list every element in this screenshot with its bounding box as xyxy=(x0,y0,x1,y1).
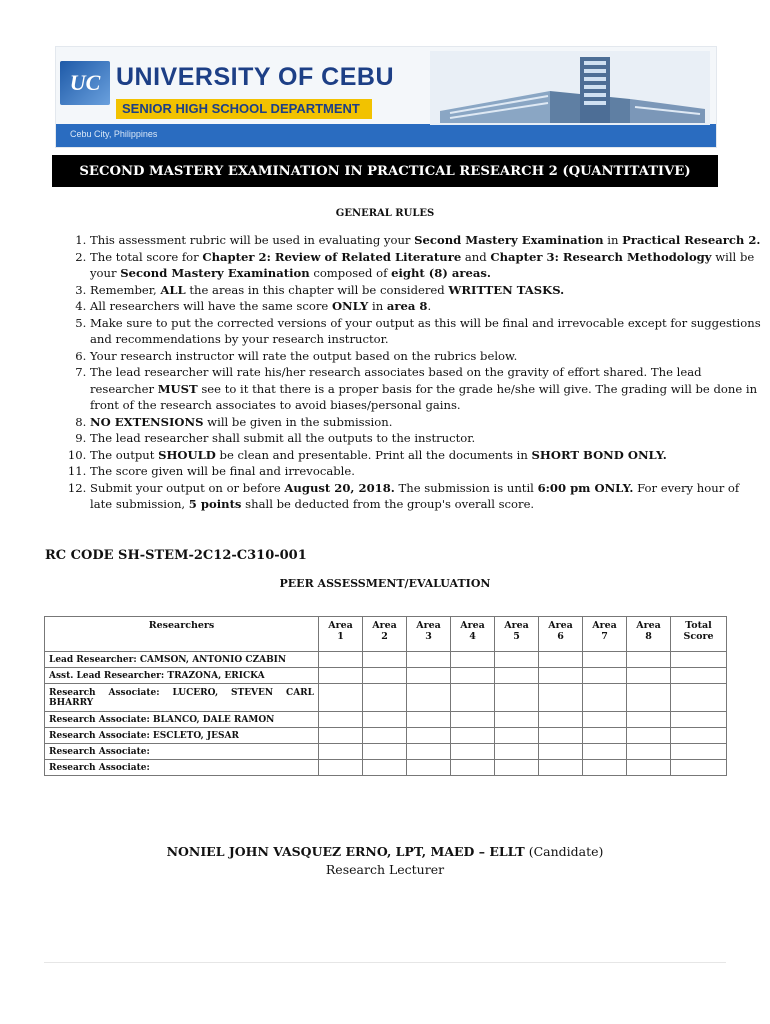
area-header: Area 3 xyxy=(407,617,451,652)
rule-text: The lead researcher will rate his/her research associates based on the gravity of effort shared. The lead researcher xyxy=(90,365,702,396)
rule-text: Second Mastery Examination xyxy=(414,233,604,247)
rule-text: Remember, xyxy=(90,282,161,297)
score-cell xyxy=(451,712,495,728)
score-cell xyxy=(319,684,363,712)
score-cell xyxy=(539,744,583,760)
rule-text: . xyxy=(427,299,432,313)
table-body xyxy=(45,652,727,776)
researcher-name: Research Associate: xyxy=(45,744,319,760)
building-illustration xyxy=(430,51,710,125)
score-cell xyxy=(363,652,407,668)
researcher-name: Research Associate: BLANCO, DALE RAMON xyxy=(45,712,319,728)
score-cell xyxy=(627,668,671,684)
score-cell xyxy=(363,668,407,684)
score-cell xyxy=(495,760,539,776)
area-header: Total Score xyxy=(671,617,727,652)
score-cell xyxy=(495,744,539,760)
rule-item xyxy=(90,298,762,315)
score-cell xyxy=(583,728,627,744)
rule-item xyxy=(90,232,762,249)
score-cell xyxy=(363,728,407,744)
rule-text: in xyxy=(368,299,387,313)
rule-text: All researchers will have the same score xyxy=(90,299,332,313)
rule-item xyxy=(90,414,762,431)
rule-text: The submission is until xyxy=(394,480,538,495)
rule-item xyxy=(90,315,762,348)
score-cell xyxy=(671,652,727,668)
score-cell xyxy=(539,652,583,668)
score-cell xyxy=(407,760,451,776)
score-cell xyxy=(407,668,451,684)
rule-text: The lead researcher shall submit all the outputs to the instructor. xyxy=(90,431,476,445)
score-cell xyxy=(451,728,495,744)
rule-text: Second Mastery Examination xyxy=(120,266,310,280)
rule-text: Submit your output on or before xyxy=(90,480,285,495)
score-cell xyxy=(627,744,671,760)
rule-text: will be your xyxy=(90,249,755,280)
table-row xyxy=(45,652,727,668)
score-cell xyxy=(627,652,671,668)
rule-text: ALL xyxy=(160,282,186,297)
score-cell xyxy=(539,684,583,712)
score-cell xyxy=(539,668,583,684)
rule-text: 5 points xyxy=(188,497,242,511)
score-cell xyxy=(407,744,451,760)
rule-text: 6:00 pm ONLY. xyxy=(537,480,634,495)
rule-text: NO EXTENSIONS xyxy=(90,414,204,429)
area-header: Area 7 xyxy=(583,617,627,652)
exam-title: SECOND MASTERY EXAMINATION IN PRACTICAL RESEARCH 2 (QUANTITATIVE) xyxy=(52,155,718,187)
city-label: Cebu City, Philippines xyxy=(70,129,158,139)
rules-heading: GENERAL RULES xyxy=(335,208,435,219)
rule-text: Chapter 3: Research Methodology xyxy=(490,249,712,264)
score-cell xyxy=(363,712,407,728)
score-cell xyxy=(671,728,727,744)
rule-item xyxy=(90,463,762,480)
score-cell xyxy=(539,728,583,744)
rule-text: see to it that there is a proper basis for the grade he/she will give. The grading will be done in front of the research associates to avoid biases/personal gains. xyxy=(90,381,758,412)
peer-heading: PEER ASSESSMENT/EVALUATION xyxy=(279,577,491,590)
rule-text: SHOULD xyxy=(158,447,216,462)
score-cell xyxy=(671,760,727,776)
score-cell xyxy=(583,668,627,684)
rule-text: Practical Research 2. xyxy=(622,233,761,247)
rule-text: Chapter 2: Review of Related Literature xyxy=(202,249,462,264)
rule-text: ONLY xyxy=(331,299,369,313)
score-cell xyxy=(627,760,671,776)
rule-item xyxy=(90,348,762,365)
table-header-row xyxy=(45,617,727,652)
researcher-name: Research Associate: LUCERO, STEVEN CARL BHARRY xyxy=(45,684,319,712)
score-cell xyxy=(495,684,539,712)
signatory-name: NONIEL JOHN VASQUEZ ERNO, LPT, MAED – ELLT xyxy=(166,844,525,859)
rule-text: The score given will be final and irrevocable. xyxy=(90,464,355,478)
table-row xyxy=(45,728,727,744)
rule-text: will be given in the submission. xyxy=(203,414,393,429)
rule-item xyxy=(90,430,762,447)
score-cell xyxy=(319,728,363,744)
rule-text: in xyxy=(603,233,623,247)
rules-list xyxy=(56,232,762,513)
rule-text: August 20, 2018. xyxy=(284,480,395,495)
rule-text: Make sure to put the corrected versions of your output as this will be final and irrevocable except for suggestions and recommendations by your research instructor. xyxy=(90,315,761,346)
department-name: SENIOR HIGH SCHOOL DEPARTMENT xyxy=(116,99,372,119)
score-cell xyxy=(363,684,407,712)
score-cell xyxy=(627,712,671,728)
rule-text: MUST xyxy=(157,381,198,396)
researcher-name: Research Associate: ESCLETO, JESAR xyxy=(45,728,319,744)
table-row xyxy=(45,684,727,712)
rule-text: SHORT BOND ONLY. xyxy=(531,447,667,462)
score-cell xyxy=(495,728,539,744)
score-cell xyxy=(583,712,627,728)
rule-text: WRITTEN TASKS. xyxy=(448,282,565,297)
score-cell xyxy=(451,760,495,776)
score-cell xyxy=(407,684,451,712)
score-cell xyxy=(363,760,407,776)
table-row xyxy=(45,668,727,684)
score-cell xyxy=(495,668,539,684)
rule-text: be clean and presentable. Print all the documents in xyxy=(215,447,532,462)
score-cell xyxy=(319,744,363,760)
score-cell xyxy=(627,728,671,744)
signatory-line xyxy=(0,844,770,859)
rule-text: Your research instructor will rate the output based on the rubrics below. xyxy=(90,348,518,363)
researcher-name: Research Associate: xyxy=(45,760,319,776)
rc-code: RC CODE SH-STEM-2C12-C310-001 xyxy=(45,548,307,563)
rule-text: and xyxy=(461,249,491,264)
score-cell xyxy=(451,684,495,712)
area-header: Area 5 xyxy=(495,617,539,652)
score-cell xyxy=(583,760,627,776)
score-cell xyxy=(407,652,451,668)
score-cell xyxy=(671,668,727,684)
rule-item xyxy=(90,282,762,299)
score-cell xyxy=(407,728,451,744)
researchers-header: Researchers xyxy=(45,617,319,652)
score-cell xyxy=(451,744,495,760)
footer-divider xyxy=(44,962,726,963)
rule-text: the areas in this chapter will be considered xyxy=(185,282,449,297)
score-cell xyxy=(671,684,727,712)
university-banner xyxy=(55,46,717,148)
rule-text: composed of xyxy=(309,266,392,280)
rule-item xyxy=(90,447,762,464)
rule-text: The output xyxy=(90,447,159,462)
score-cell xyxy=(583,684,627,712)
rule-text: shall be deducted from the group's overall score. xyxy=(241,497,535,511)
table-row xyxy=(45,760,727,776)
score-cell xyxy=(363,744,407,760)
score-cell xyxy=(451,668,495,684)
area-header: Area 8 xyxy=(627,617,671,652)
score-cell xyxy=(583,744,627,760)
area-header: Area 1 xyxy=(319,617,363,652)
rule-item xyxy=(90,364,762,414)
area-header: Area 2 xyxy=(363,617,407,652)
university-name: UNIVERSITY OF CEBU xyxy=(116,63,395,91)
score-cell xyxy=(539,712,583,728)
score-cell xyxy=(407,712,451,728)
rule-text: eight (8) areas. xyxy=(391,266,491,280)
researcher-name: Asst. Lead Researcher: TRAZONA, ERICKA xyxy=(45,668,319,684)
score-cell xyxy=(671,744,727,760)
area-header: Area 4 xyxy=(451,617,495,652)
score-cell xyxy=(451,652,495,668)
score-cell xyxy=(319,760,363,776)
rule-text: area 8 xyxy=(386,299,428,313)
score-cell xyxy=(539,760,583,776)
rule-text: The total score for xyxy=(90,249,203,264)
table-row xyxy=(45,744,727,760)
rule-item xyxy=(90,480,762,513)
university-logo: UC xyxy=(60,61,110,105)
score-cell xyxy=(495,652,539,668)
rule-text: For every hour of late submission, xyxy=(90,480,740,511)
score-cell xyxy=(495,712,539,728)
researcher-name: Lead Researcher: CAMSON, ANTONIO CZABIN xyxy=(45,652,319,668)
signatory-title: Research Lecturer xyxy=(325,862,445,877)
score-cell xyxy=(627,684,671,712)
score-cell xyxy=(319,712,363,728)
score-cell xyxy=(583,652,627,668)
rule-item xyxy=(90,249,762,282)
score-cell xyxy=(319,652,363,668)
score-cell xyxy=(671,712,727,728)
signatory-note: (Candidate) xyxy=(524,844,604,859)
rule-text: This assessment rubric will be used in evaluating your xyxy=(90,233,415,247)
peer-assessment-table xyxy=(44,616,727,776)
score-cell xyxy=(319,668,363,684)
area-header: Area 6 xyxy=(539,617,583,652)
table-row xyxy=(45,712,727,728)
